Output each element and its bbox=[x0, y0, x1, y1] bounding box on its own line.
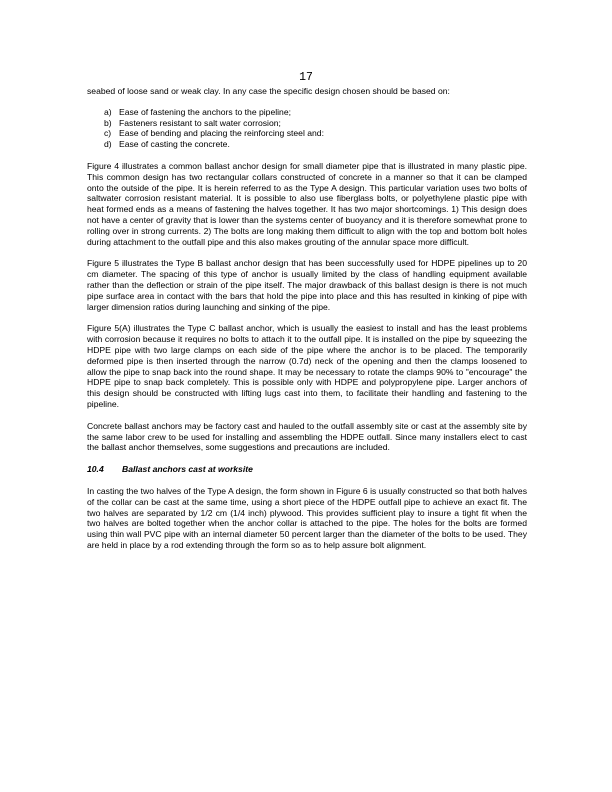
list-item-text: Ease of bending and placing the reinforcing steel and: bbox=[119, 128, 324, 139]
design-criteria-list bbox=[87, 107, 527, 150]
paragraph-type-b: Figure 5 illustrates the Type B ballast anchor design that has been successfully used for HDPE pipelines up to 20 cm diameter. The spacing of this type of anchor is usually limited by the class of handling equipment available rather than the deflection or strain of the pipe itself. The major drawback of this ballast design is there is not much pipe surface area in contact with the bars that hold the pipe into place and this has resulted in kinking of pipe with larger dimension ratios during launching and sinking of the pipe. bbox=[87, 258, 527, 312]
section-title: Ballast anchors cast at worksite bbox=[122, 464, 253, 475]
list-marker: d) bbox=[104, 139, 112, 150]
list-marker: c) bbox=[104, 128, 112, 139]
paragraph-worksite: In casting the two halves of the Type A design, the form shown in Figure 6 is usually constructed so that both halves of the collar can be cast at the same time, using a short piece of the HDPE outfall pipe to achieve an exact fit. The two halves are separated by 1/2 cm (1/4 inch) plywood. This provides sufficient play to insure a tight fit when the two halves are bolted together when the anchor collar is attached to the pipe. The holes for the bolts are formed using thin wall PVC pipe with an internal diameter 50 percent larger than the diameter of the bolts to be used. They are held in place by a rod extending through the form so as to help assure bolt alignment. bbox=[87, 485, 527, 550]
list-item bbox=[104, 128, 527, 139]
list-item bbox=[104, 139, 527, 150]
section-heading bbox=[87, 464, 527, 475]
list-item bbox=[104, 107, 527, 118]
list-marker: a) bbox=[104, 106, 112, 117]
paragraph-type-a: Figure 4 illustrates a common ballast anchor design for small diameter pipe that is illustrated in many plastic pipe. This common design has two rectangular collars constructed of concrete in a manner so that it can be clamped onto the outside of the pipe. It is herein referred to as the Type A design. This particular variation uses two bolts of saltwater corrosion resistant material. It is possible to also use fiberglass bolts, or polyethylene plastic pipe with heat formed ends as a means of fastening the halves together. It has two major shortcomings. 1) This design does not have a center of gravity that is lower than the systems center of buoyancy and it is therefore somewhat prone to rolling over in strong currents. 2) The bolts are long making them difficult to align with the top and bottom bolt holes during attachment to the outfall pipe and this also makes grouting of the annular space more difficult. bbox=[87, 160, 527, 247]
page-body bbox=[87, 86, 527, 562]
page-number: 17 bbox=[299, 71, 313, 84]
list-item-text: Fasteners resistant to salt water corrosion; bbox=[119, 117, 281, 128]
section-number: 10.4 bbox=[87, 464, 104, 475]
paragraph-casting: Concrete ballast anchors may be factory cast and hauled to the outfall assembly site or cast at the assembly site by the same labor crew to be used for installing and assembling the HDPE outfall. Since many installers elect to cast the ballast anchor themselves, some suggestions and precautions are included. bbox=[87, 420, 527, 453]
list-item bbox=[104, 118, 527, 129]
list-marker: b) bbox=[104, 117, 112, 128]
list-item-text: Ease of fastening the anchors to the pipeline; bbox=[119, 106, 291, 117]
list-item-text: Ease of casting the concrete. bbox=[119, 139, 230, 150]
intro-paragraph: seabed of loose sand or weak clay. In any case the specific design chosen should be based on: bbox=[87, 86, 450, 96]
paragraph-type-c: Figure 5(A) illustrates the Type C ballast anchor, which is usually the easiest to install and has the least problems with corrosion because it requires no bolts to attach it to the outfall pipe. It is installed on the pipe by squeezing the HDPE pipe with two large clamps on each side of the pipe where the anchor is to be placed. The temporarily deformed pipe is then inserted through the narrow (0.7d) neck of the opening and then the clamps loosened to allow the pipe to snap back into the round shape. It may be necessary to rotate the clamps 90% to "encourage" the HDPE pipe to snap back completely. This is possible only with HDPE and polypropylene pipe. Larger anchors of this design should be constructed with lifting lugs cast into them, to facilitate their handling and fastening to the pipeline. bbox=[87, 323, 527, 409]
